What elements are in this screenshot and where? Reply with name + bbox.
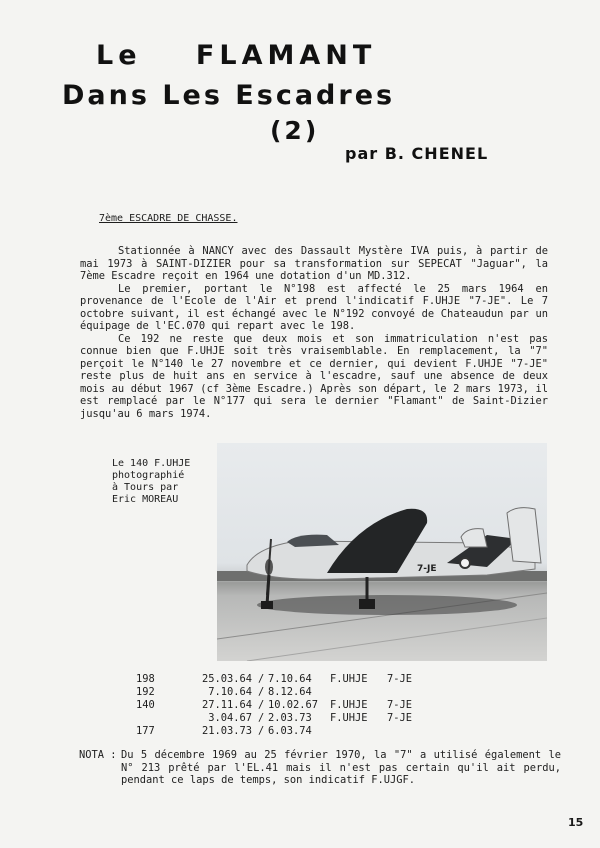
aircraft-photo: [217, 443, 547, 661]
aircraft-code-marking: 7-JE: [417, 564, 437, 574]
unit-code: 7-JE: [387, 699, 413, 711]
flamant-aircraft-illustration: [217, 443, 547, 661]
date-to: 6.03.74: [268, 725, 312, 737]
paragraph: Ce 192 ne reste que deux mois et son immatriculation n'est pas connue bien que F.UHJE soit très vraisemblable. En remplacement, la "7" perçoit le N°140 le 27 novembre et ce dernier, qui devient F.UHJE "7-JE" reste plus de huit ans en service à l'escadre, sauf une absence de deux mois au début 1967 (cf 3ème Escadre.) Après son départ, le 2 mars 1973, il est remplacé par le N°177 qui sera le dernier "Flamant" de Saint-Dizier jusqu'au 6 mars 1974.: [80, 332, 548, 420]
date-separator: /: [258, 686, 265, 698]
date-separator: /: [258, 699, 265, 711]
author-byline: par B. CHENEL: [345, 144, 489, 163]
serial-number: 177: [136, 725, 155, 737]
caption-line: à Tours par: [112, 482, 179, 493]
serial-number: 140: [136, 699, 155, 711]
date-from: 7.10.64: [208, 686, 252, 698]
table-row: [136, 712, 413, 725]
nota-label: NOTA :: [79, 749, 117, 761]
caption-line: photographié: [112, 470, 185, 481]
title-line-1: Le FLAMANT: [96, 40, 377, 71]
article-body: [80, 245, 548, 420]
callsign: F.UHJE: [330, 712, 368, 724]
caption-line: Eric MOREAU: [112, 494, 179, 505]
title-line-2: Dans Les Escadres: [62, 80, 396, 111]
callsign: F.UHJE: [330, 699, 368, 711]
serial-number: 192: [136, 686, 155, 698]
unit-code: 7-JE: [387, 673, 413, 685]
table-row: [136, 699, 413, 712]
date-separator: /: [258, 673, 265, 685]
table-row: [136, 686, 312, 699]
serial-number: 198: [136, 673, 155, 685]
date-separator: /: [258, 725, 265, 737]
table-row: [136, 725, 312, 738]
caption-line: Le 140 F.UHJE: [112, 458, 191, 469]
paragraph: Le premier, portant le N°198 est affecté le 25 mars 1964 en provenance de l'Ecole de l'Air et prend l'indicatif F.UHJE "7-JE". Le 7 octobre suivant, il est échangé avec le N°192 convoyé de Chateaudun par un équipage de l'EC.070 qui repart avec le 198.: [80, 282, 548, 332]
date-separator: /: [258, 712, 265, 724]
date-to: 2.03.73: [268, 712, 312, 724]
paragraph: Stationnée à NANCY avec des Dassault Mystère IVA puis, à partir de mai 1973 à SAINT-DIZIER pour sa transformation sur SEPECAT "Jaguar", la 7ème Escadre reçoit en 1964 une dotation d'un MD.312.: [80, 245, 548, 282]
section-heading: 7ème ESCADRE DE CHASSE.: [99, 213, 238, 224]
date-to: 10.02.67: [268, 699, 319, 711]
date-from: 27.11.64: [201, 699, 252, 711]
callsign: F.UHJE: [330, 673, 368, 685]
date-to: 8.12.64: [268, 686, 312, 698]
title-part-number: (2): [270, 116, 320, 145]
serial-table: [136, 673, 413, 738]
date-from: 3.04.67: [208, 712, 252, 724]
unit-code: 7-JE: [387, 712, 413, 724]
table-row: [136, 673, 413, 686]
date-to: 7.10.64: [268, 673, 312, 685]
date-from: 21.03.73: [201, 725, 252, 737]
photo-caption: [112, 458, 222, 506]
nota-text: Du 5 décembre 1969 au 25 février 1970, la "7" a utilisé également le N° 213 prêté par l'EL.41 mais il n'est pas certain qu'il ait perdu, pendant ce laps de temps, son indicatif F.UJGF.: [121, 749, 561, 786]
page-number: 15: [568, 816, 584, 829]
date-from: 25.03.64: [201, 673, 252, 685]
